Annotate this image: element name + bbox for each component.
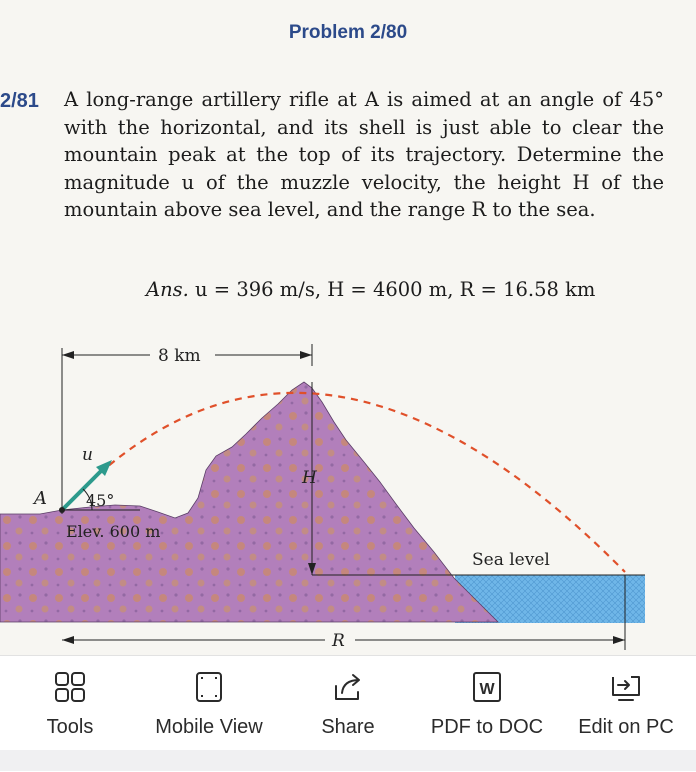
mobile-view-button[interactable]: [139, 656, 279, 756]
answer: [146, 278, 595, 301]
share-label: Share: [321, 716, 375, 738]
share-icon: [331, 670, 365, 704]
edit-on-pc-icon: [609, 670, 643, 704]
edit-on-pc-label: Edit on PC: [578, 716, 674, 738]
dim-8km-arrow-right: [300, 351, 312, 359]
range-arrow-left: [62, 636, 74, 644]
share-button[interactable]: [278, 656, 418, 756]
tools-button[interactable]: [0, 656, 140, 756]
problem-number: 2/81: [0, 90, 39, 112]
pdf-to-doc-label: PDF to DOC: [430, 716, 544, 738]
height-label: H: [302, 468, 317, 488]
velocity-label: u: [82, 445, 93, 465]
answer-values: u = 396 m/s, H = 4600 m, R = 16.58 km: [195, 278, 596, 301]
bottom-strip: [0, 750, 696, 771]
sea-level-label: Sea level: [472, 550, 550, 570]
dim-8km-label: 8 km: [158, 346, 201, 366]
edit-on-pc-button[interactable]: [556, 656, 696, 756]
word-doc-icon: [470, 670, 504, 704]
problem-header: Problem 2/80: [288, 22, 408, 43]
word-doc-icon-letter: W: [479, 681, 495, 698]
range-label: R: [332, 631, 345, 651]
range-arrow-right: [613, 636, 625, 644]
mobile-view-label: Mobile View: [155, 716, 263, 738]
tools-icon: [53, 670, 87, 704]
pdf-to-doc-button[interactable]: [417, 656, 557, 756]
elevation-label: Elev. 600 m: [66, 522, 161, 541]
mountain-shape: [0, 382, 498, 622]
angle-label: 45°: [86, 491, 115, 510]
mobile-view-icon: [192, 670, 226, 704]
tools-label: Tools: [46, 716, 94, 738]
answer-prefix: Ans.: [146, 278, 196, 301]
problem-text: A long-range artillery rifle at A is aimed at an angle of 45° with the horizontal, and its shell is just able to clear the mountain peak at the top of its trajectory. Determine the magnitude u of the muzzle velocity, the height H of the mountain above sea level, and the range R to the sea.: [64, 88, 664, 221]
point-a-label: A: [34, 488, 47, 509]
problem-figure: [0, 330, 696, 655]
dim-8km-arrow-left: [62, 351, 74, 359]
